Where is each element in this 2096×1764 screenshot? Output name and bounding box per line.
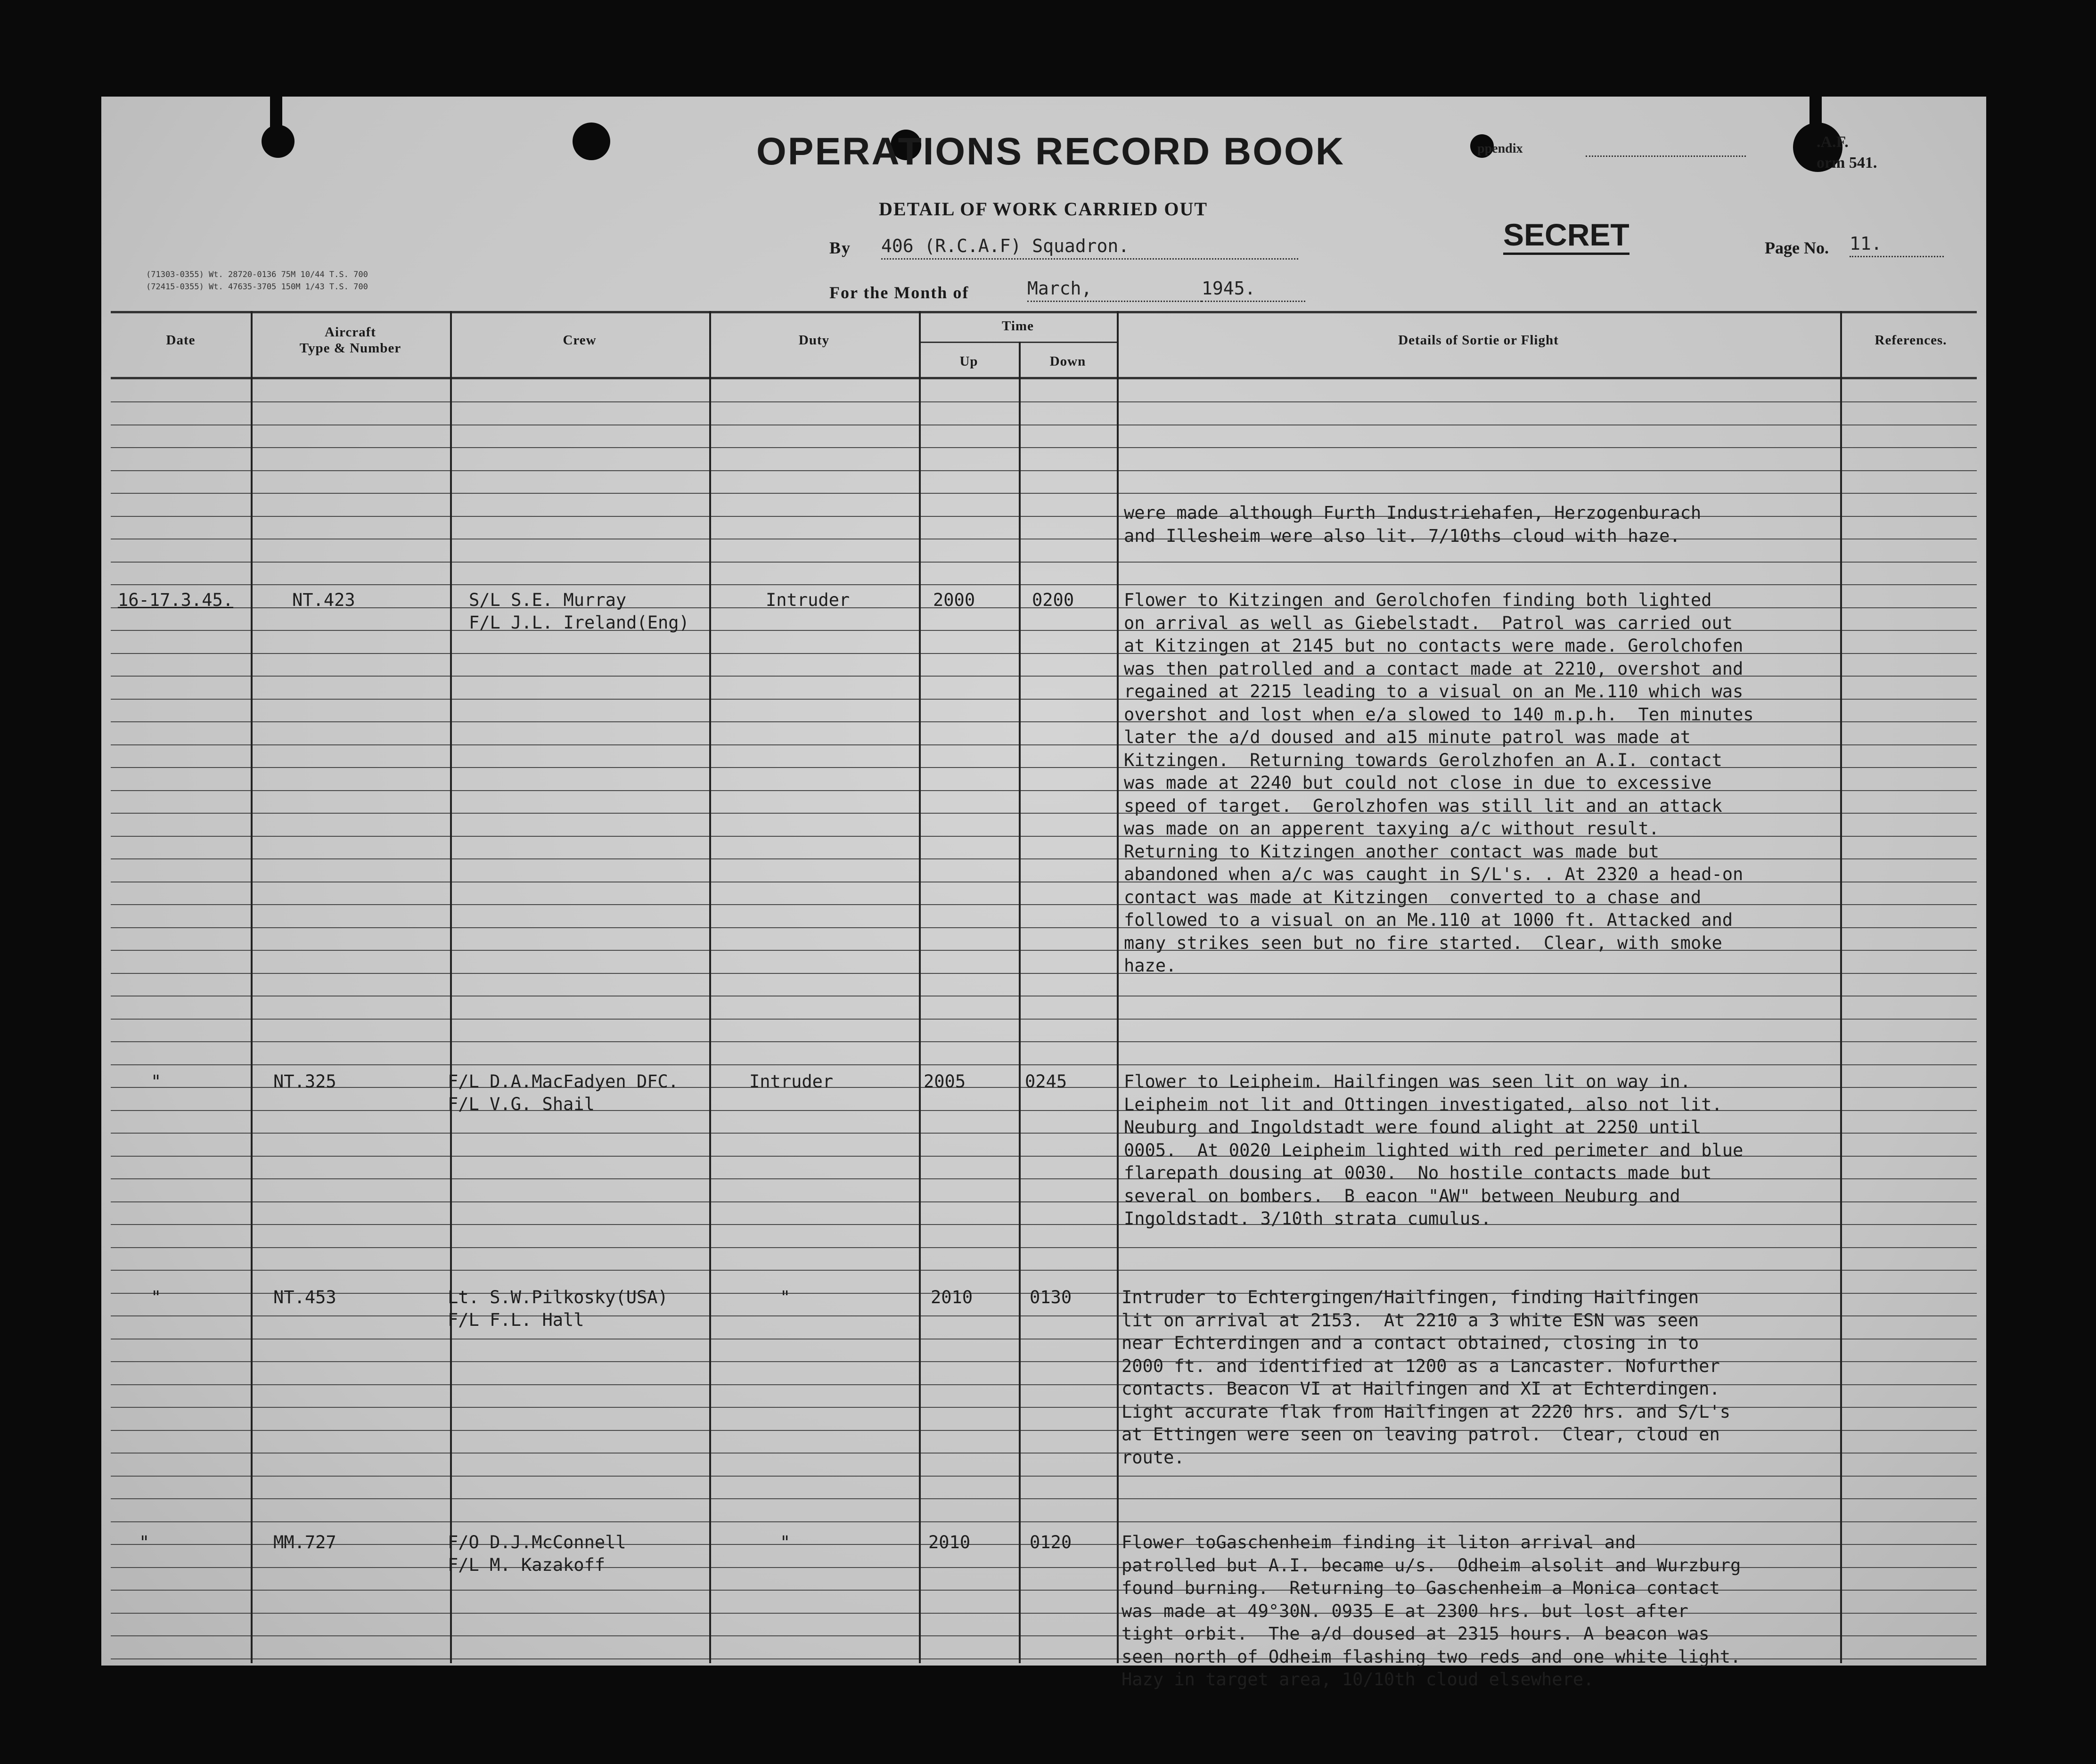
entry-4-crew-2: F/L M. Kazakoff: [448, 1555, 606, 1575]
header-aircraft-line-2: Type & Number: [299, 341, 401, 356]
entry-4-duty: ": [780, 1532, 791, 1552]
column-divider-date: [251, 311, 253, 1663]
header-details: Details of Sortie or Flight: [1398, 333, 1559, 348]
punch-hole-2: [573, 122, 610, 160]
month-field: March,: [1027, 278, 1202, 302]
header-time-up: Up: [959, 354, 978, 369]
header-references: References.: [1875, 333, 1947, 348]
form-subtitle: DETAIL OF WORK CARRIED OUT: [879, 198, 1208, 220]
entry-1-details: Flower to Kitzingen and Gerolchofen finding both lighted on arrival as well as Giebelstadt. Patrol was carried out at Kitzingen at 2145 but no contacts were made. Gerolchofen was then patrolled and a contact made at 2210, overshot and regained at 2215 leading to a visual on an Me.110 which was overshot and lost when e/a slowed to 140 m.p.h. Ten minutes later the a/d doused and a15 minute patrol was made at Kitzingen. Returning towards Gerolzhofen an A.I. contact was made at 2240 but could not close in due to excessive speed of target. Gerolzhofen was still lit and an attack was made on an apperent taxying a/c without result. Returning to Kitzingen another contact was made but abandoned when a/c was caught in S/L's. . At 2320 a head-on contact was made at Kitzingen converted to a chase and followed to a visual on an Me.110 at 1000 ft. Attacked and many strikes seen but no fire started. Clear, with smoke haze.: [1124, 590, 1754, 976]
ruled-line: [111, 1247, 1977, 1248]
entry-1-down: 0200: [1032, 590, 1074, 610]
punch-hole-1: [262, 125, 295, 158]
entry-2-date: ": [151, 1071, 162, 1092]
form-number-line-2: orm 541.: [1817, 154, 1877, 172]
column-divider-up: [1019, 342, 1021, 1663]
entry-details-continuation: were made although Furth Industriehafen, Herzogenburach and Illesheim were also lit. 7/10ths cloud with haze.: [1124, 503, 1702, 546]
entry-3-aircraft: NT.453: [273, 1287, 336, 1307]
entry-2-aircraft: NT.325: [273, 1071, 336, 1092]
entry-3-date: ": [151, 1287, 162, 1307]
print-codes: (71303-0355) Wt. 28720-0136 75M 10/44 T.S. 700 (72415-0355) Wt. 47635-3705 150M 1/43 T.S. 700: [146, 270, 368, 292]
entry-4-details: Flower toGaschenheim finding it liton arrival and patrolled but A.I. became u/s. Odheim alsolit and Wurzburg found burning. Returning to Gaschenheim a Monica contact was made at 49°30N. 0935 E at 2300 hrs. but lost after tight orbit. The a/d doused at 2315 hours. A beacon was seen north of Odheim flashing two reds and one white light. Hazy in target area, 10/10th cloud elsewhere.: [1122, 1532, 1741, 1690]
header-date: Date: [166, 333, 196, 348]
ruled-line: [111, 493, 1977, 494]
entry-4-up: 2010: [928, 1532, 971, 1552]
header-bottom-border: [111, 377, 1977, 379]
entry-3-up: 2010: [931, 1287, 973, 1307]
appendix-label: ppendix: [1477, 141, 1523, 156]
column-divider-down: [1117, 311, 1119, 1663]
ruled-line: [111, 447, 1977, 448]
entry-4-crew-1: F/O D.J.McConnell: [448, 1532, 626, 1552]
year-field: 1945.: [1202, 278, 1305, 302]
secret-stamp: SECRET: [1503, 217, 1629, 255]
entry-4-down: 0120: [1030, 1532, 1072, 1552]
squadron-field: 406 (R.C.A.F) Squadron.: [881, 236, 1298, 260]
ruled-line: [111, 1498, 1977, 1499]
entry-1-duty: Intruder: [766, 590, 850, 610]
entry-2-details: Flower to Leipheim. Hailfingen was seen lit on way in. Leipheim not lit and Ottingen investigated, also not lit. Neuburg and Ingoldstadt were found alight at 2250 until 0005. At 0020 Leipheim lighted with red perimeter and blue flarepath dousing at 0030. No hostile contacts made but several on bombers. B eacon "AW" between Neuburg and Ingoldstadt. 3/10th strata cumulus.: [1124, 1071, 1744, 1229]
column-divider-crew: [709, 311, 711, 1663]
ruled-line: [111, 401, 1977, 402]
entry-1-date: 16-17.3.45.: [118, 590, 234, 610]
entry-3-crew-2: F/L F.L. Hall: [448, 1310, 584, 1330]
ruled-line: [111, 1476, 1977, 1477]
appendix-line: [1586, 155, 1746, 157]
header-duty: Duty: [798, 333, 830, 348]
entry-2-crew-1: F/L D.A.MacFadyen DFC.: [448, 1071, 679, 1092]
header-time-down: Down: [1049, 354, 1086, 369]
ruled-line: [111, 562, 1977, 563]
table-top-border: [111, 311, 1977, 313]
entry-1-up: 2000: [933, 590, 975, 610]
entry-2-crew-2: F/L V.G. Shail: [448, 1094, 595, 1114]
ruled-line: [111, 584, 1977, 585]
by-label: By: [829, 238, 852, 257]
form-number-line-1: .A.F.: [1817, 133, 1849, 151]
operations-record-page: [101, 97, 1986, 1690]
entry-3-details: Intruder to Echtergingen/Hailfingen, finding Hailfingen lit on arrival at 2153. At 2210 a 3 white ESN was seen near Echterdingen and a contact obtained, closing in to 2000 ft. and identified at 1200 as a Lancaster. Nofurther contacts. Beacon VI at Hailfingen and XI at Echterdingen. Light accurate flak from Hailfingen at 2220 hrs. and S/L's at Ettingen were seen on leaving patrol. Clear, cloud en route.: [1122, 1287, 1731, 1468]
ruled-line: [111, 470, 1977, 471]
entry-2-duty: Intruder: [749, 1071, 834, 1092]
page-number-field: 11.: [1850, 233, 1944, 257]
month-label: For the Month of: [829, 283, 969, 302]
column-divider-aircraft: [450, 311, 452, 1663]
form-number: [1817, 132, 1877, 173]
entry-3-crew-1: Lt. S.W.Pilkosky(USA): [448, 1287, 668, 1307]
entry-3-duty: ": [780, 1287, 791, 1307]
entry-1-crew-1: S/L S.E. Murray: [469, 590, 627, 610]
form-title: OPERATIONS RECORD BOOK: [756, 130, 1345, 173]
ruled-line: [111, 1064, 1977, 1065]
ruled-line: [111, 1521, 1977, 1522]
entry-4-date: ": [139, 1532, 150, 1552]
entry-1-crew-2: F/L J.L. Ireland(Eng): [469, 612, 689, 633]
time-header-divider: [919, 342, 1117, 343]
ruled-line: [111, 1019, 1977, 1020]
column-divider-details: [1840, 311, 1842, 1663]
ruled-line: [111, 1041, 1977, 1042]
entry-1-aircraft: NT.423: [292, 590, 355, 610]
header-aircraft-line-1: Aircraft: [325, 325, 376, 340]
ruled-line: [111, 1270, 1977, 1271]
entry-3-down: 0130: [1030, 1287, 1072, 1307]
header-crew: Crew: [563, 333, 597, 348]
entry-4-aircraft: MM.727: [273, 1532, 336, 1552]
page-label: Page No.: [1765, 238, 1829, 257]
entry-2-down: 0245: [1025, 1071, 1067, 1092]
header-time: Time: [1002, 318, 1034, 334]
entry-2-up: 2005: [924, 1071, 966, 1092]
column-divider-duty: [919, 311, 921, 1663]
record-table: [111, 311, 1984, 1690]
